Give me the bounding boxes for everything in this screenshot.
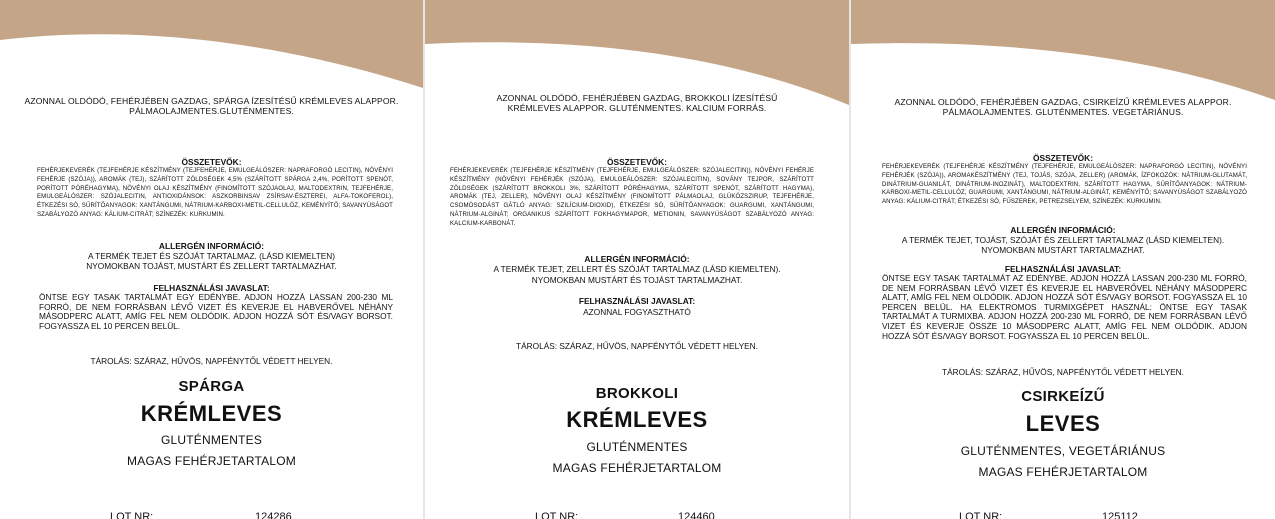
claim-gluten-free-vegetarian: GLUTÉNMENTES, VEGETÁRIÁNUS bbox=[960, 444, 1166, 458]
allergen-line-2: NYOMOKBAN TOJÁST, MUSTÁRT ÉS ZELLERT TARTALMAZHAT. bbox=[86, 261, 337, 271]
claim-gluten-free: GLUTÉNMENTES bbox=[586, 440, 688, 454]
product-name: CSIRKEÍZŰ bbox=[1021, 388, 1105, 405]
product-label-broccoli bbox=[425, 0, 849, 519]
product-name: SPÁRGA bbox=[178, 378, 245, 395]
lot-label: LOT NR: bbox=[959, 511, 1003, 519]
allergen-line-1: A TERMÉK TEJET ÉS SZÓJÁT TARTALMAZ. (LÁSD KIEMELTEN) bbox=[87, 251, 336, 261]
claim-high-protein: MAGAS FEHÉRJETARTALOM bbox=[978, 465, 1148, 479]
product-label-asparagus bbox=[0, 0, 423, 519]
lot-number: 125112 bbox=[1102, 511, 1138, 519]
product-type: LEVES bbox=[1025, 411, 1101, 436]
claim-high-protein: MAGAS FEHÉRJETARTALOM bbox=[552, 461, 722, 475]
usage-title: FELHASZNÁLÁSI JAVASLAT: bbox=[578, 296, 696, 306]
lot-label: LOT NR: bbox=[535, 511, 579, 519]
storage-text: TÁROLÁS: SZÁRAZ, HŰVÖS, NAPFÉNYTŐL VÉDETT HELYEN. bbox=[516, 341, 758, 351]
claim-high-protein: MAGAS FEHÉRJETARTALOM bbox=[127, 454, 296, 468]
product-tagline: AZONNAL OLDÓDÓ, FEHÉRJÉBEN GAZDAG, SPÁRGA ÍZESÍTÉSŰ KRÉMLEVES ALAPPOR. PÁLMAOLAJMENTES.GLUTÉNMENTES. bbox=[24, 96, 399, 116]
usage-text: ÖNTSE EGY TASAK TARTALMÁT AZ EDÉNYBE. ADJON HOZZÁ LASSAN 200-230 ML FORRÓ, DE NEM FORRÁSBAN LÉVŐ VIZET ÉS KEVERJE EL HABVERŐVEL NÉHÁNY MÁSODPERC ALATT, AMÍG FEL NEM OLDÓDIK. ADJON HOZZÁ SÓT ÉS/VAGY BORSOT. FOGYASSZA EL 10 PERCEN BELÜL. HA ELEKTROMOS TURMIXGÉPET HASZNÁL: ÖNTSE EGY TASAK TARTALMÁT A TURMIXBA. ADJON HOZZÁ 200-230 ML FORRÓ, DE NEM FORRÁSBAN LÉVŐ VIZET ÉS KEVERJE ÖSSZE 10 MÁSODPERC ALATT, AMÍG FEL NEM OLDÓDIK. ADJON HOZZÁ SÓT ÉS/VAGY BORSOT. FOGYASSZA EL 10 PERCEN BELÜL. bbox=[882, 273, 1247, 341]
storage-text: TÁROLÁS: SZÁRAZ, HŰVÖS, NAPFÉNYTŐL VÉDETT HELYEN. bbox=[942, 367, 1184, 377]
ingredients-text: FEHÉRJEKEVERÉK (TEJFEHÉRJE KÉSZÍTMÉNY (TEJFEHÉRJE, EMULGEÁLÓSZER: NAPRAFORGÓ LECITIN), NÖVÉNYI FEHÉRJE (SZÓJA)), AROMÁK (TEJ), SZÁRÍTOTT ZÖLDSÉGEK 4,5% (SZÁRÍTOTT SPÁRGA 2,4%, PORÍTOTT SPENÓT, PORÍTOTT PÓRÉHAGYMA), NÖVÉNYI OLAJ KÉSZÍTMÉNY (FINOMÍTOTT SZÓJAOLAJ, MALTODEXTRIN, TEJFEHÉRJE, EMULGEÁLÓSZER: SZÓJALECITIN, ANTIOXIDÁNSOK: ASZKORBINSAV ZSÍRSAV-ÉSZTEREI, ALFA-TOKOFEROL), ÉTKEZÉSI SÓ, SŰRÍTŐANYAGOK: XANTÁNGUMI, NÁTRIUM-KARBOXI-METIL-CELLULÓZ, KEMÉNYÍTŐ; SAVANYÚSÁGOT SZABÁLYOZÓ ANYAG: KÁLIUM-CITRÁT; SZÍNEZÉK: KURKUMIN. bbox=[37, 167, 393, 218]
product-tagline: AZONNAL OLDÓDÓ, FEHÉRJÉBEN GAZDAG, BROKKOLI ÍZESÍTÉSŰ KRÉMLEVES ALAPPOR. GLUTÉNMENTES. KALCIUM FORRÁS. bbox=[496, 93, 778, 113]
product-type: KRÉMLEVES bbox=[566, 407, 708, 432]
product-tagline: AZONNAL OLDÓDÓ, FEHÉRJÉBEN GAZDAG, CSIRKEÍZŰ KRÉMLEVES ALAPPOR. PÁLMAOLAJMENTES. GLUTÉNMENTES. VEGETÁRIÁNUS. bbox=[894, 97, 1232, 117]
lot-number: 124286 bbox=[255, 511, 292, 519]
usage-text: AZONNAL FOGYASZTHATÓ bbox=[583, 307, 691, 317]
usage-title: FELHASZNÁLÁSI JAVASLAT: bbox=[1004, 264, 1122, 274]
allergen-line-1: A TERMÉK TEJET, TOJÁST, SZÓJÁT ÉS ZELLERT TARTALMAZ (LÁSD KIEMELTEN). bbox=[901, 235, 1225, 245]
ingredients-title: ÖSSZETEVŐK: bbox=[606, 157, 668, 167]
claim-gluten-free: GLUTÉNMENTES bbox=[160, 433, 263, 447]
usage-text: ÖNTSE EGY TASAK TARTALMÁT EGY EDÉNYBE. ADJON HOZZÁ LASSAN 200-230 ML FORRÓ, DE NEM FORRÁSBAN LÉVŐ VIZET ÉS KEVERJE EL HABVERŐVEL NÉHÁNY MÁSODPERC ALATT, AMÍG FEL NEM OLDÓDIK. ADJON HOZZÁ SÓT ÉS/VAGY BORSOT. FOGYASSZA EL 10 PERCEN BELÜL. bbox=[39, 292, 393, 331]
lot-number: 124460 bbox=[678, 511, 715, 519]
allergen-title: ALLERGÉN INFORMÁCIÓ: bbox=[584, 254, 690, 264]
allergen-line-1: A TERMÉK TEJET, ZELLERT ÉS SZÓJÁT TARTALMAZ (LÁSD KIEMELTEN). bbox=[493, 264, 781, 274]
ingredients-title: ÖSSZETEVŐK: bbox=[181, 157, 242, 167]
usage-title: FELHASZNÁLÁSI JAVASLAT: bbox=[153, 283, 270, 293]
allergen-title: ALLERGÉN INFORMÁCIÓ: bbox=[1010, 225, 1116, 235]
ingredients-title: ÖSSZETEVŐK: bbox=[1032, 153, 1094, 163]
storage-text: TÁROLÁS: SZÁRAZ, HŰVÖS, NAPFÉNYTŐL VÉDETT HELYEN. bbox=[90, 356, 333, 366]
allergen-line-2: NYOMOKBAN MUSTÁRT TARTALMAZHAT. bbox=[981, 245, 1145, 255]
allergen-line-2: NYOMOKBAN MUSTÁRT ÉS TOJÁST TARTALMAZHAT. bbox=[531, 275, 743, 285]
decorative-wave-band bbox=[851, 0, 1275, 110]
product-type: KRÉMLEVES bbox=[140, 401, 283, 426]
ingredients-text: FEHÉRJEKEVERÉK (TEJFEHÉRJE KÉSZÍTMÉNY (TEJFEHÉRJE, EMULGEÁLÓSZER: NAPRAFORGÓ LECITIN), NÖVÉNYI FEHÉRJÉK (SZÓJA)), AROMAKÉSZÍTMÉNY (TEJ, TOJÁS, SZÓJA, ZELLER) (AROMÁK, ÍZFOKOZÓK: NÁTRIUM-GLUTAMÁT, DINÁTRIUM-GUANILÁT, DINÁTRIUM-INOZINÁT), MALTODEXTRIN, SZÁRÍTOTT HAGYMA, SŰRÍTŐANYAGOK: NÁTRIUM-KARBOXI-METIL-CELLULÓZ, GUARGUMI, XANTÁNGUMI, NÁTRIUM-ALGINÁT, KEMÉNYÍTŐ; SAVANYÚSÁGOT SZABÁLYOZÓ ANYAG: KÁLIUM-CITRÁT; ÉTKEZÉSI SÓ, FŰSZEREK, PETREZSELYEM, SZÍNEZÉK: KURKUMIN. bbox=[882, 163, 1247, 206]
decorative-wave-band bbox=[0, 0, 423, 100]
ingredients-text: FEHÉRJEKEVERÉK (TEJFEHÉRJE KÉSZÍTMÉNY (TEJFEHÉRJE, EMULGEÁLÓSZER: SZÓJALECITIN)), NÖVÉNYI FEHÉRJE KÉSZÍTMÉNY (NÖVÉNYI FEHÉRJÉK (SZÓJA), EMULGEÁLÓSZER: SZÓJALECITIN), SOVÁNY TEJPOR, SZÁRÍTOTT ZÖLDSÉGEK (SZÁRÍTOTT BROKKOLI 3%, SZÁRÍTOTT PÓRÉHAGYMA, SZÁRÍTOTT SPENÓT, SZÁRÍTOTT HAGYMA), AROMÁK (TEJ, ZELLER), NÖVÉNYI OLAJ KÉSZÍTMÉNY (FINOMÍTOTT PÁLMAOLAJ, GLÜKÓZSZIRUP, TEJFEHÉRJE, CSOMÓSODÁST GÁTLÓ ANYAG: SZILÍCIUM-DIOXID), ÉTKEZÉSI SÓ, SŰRÍTŐANYAGOK: GUARGUMI, XANTÁNGUMI, NÁTRIUM-ALGINÁT; ORGANIKUS SZÁRÍTOTT FOKHAGYMAPOR, METIONIN, SAVANYÚSÁGOT SZABÁLYOZÓ ANYAG: KALCIUM-KARBONÁT. bbox=[450, 167, 814, 227]
product-name: BROKKOLI bbox=[595, 385, 679, 402]
product-label-chicken bbox=[851, 0, 1275, 519]
lot-label: LOT NR: bbox=[110, 511, 154, 519]
allergen-title: ALLERGÉN INFORMÁCIÓ: bbox=[158, 241, 265, 251]
